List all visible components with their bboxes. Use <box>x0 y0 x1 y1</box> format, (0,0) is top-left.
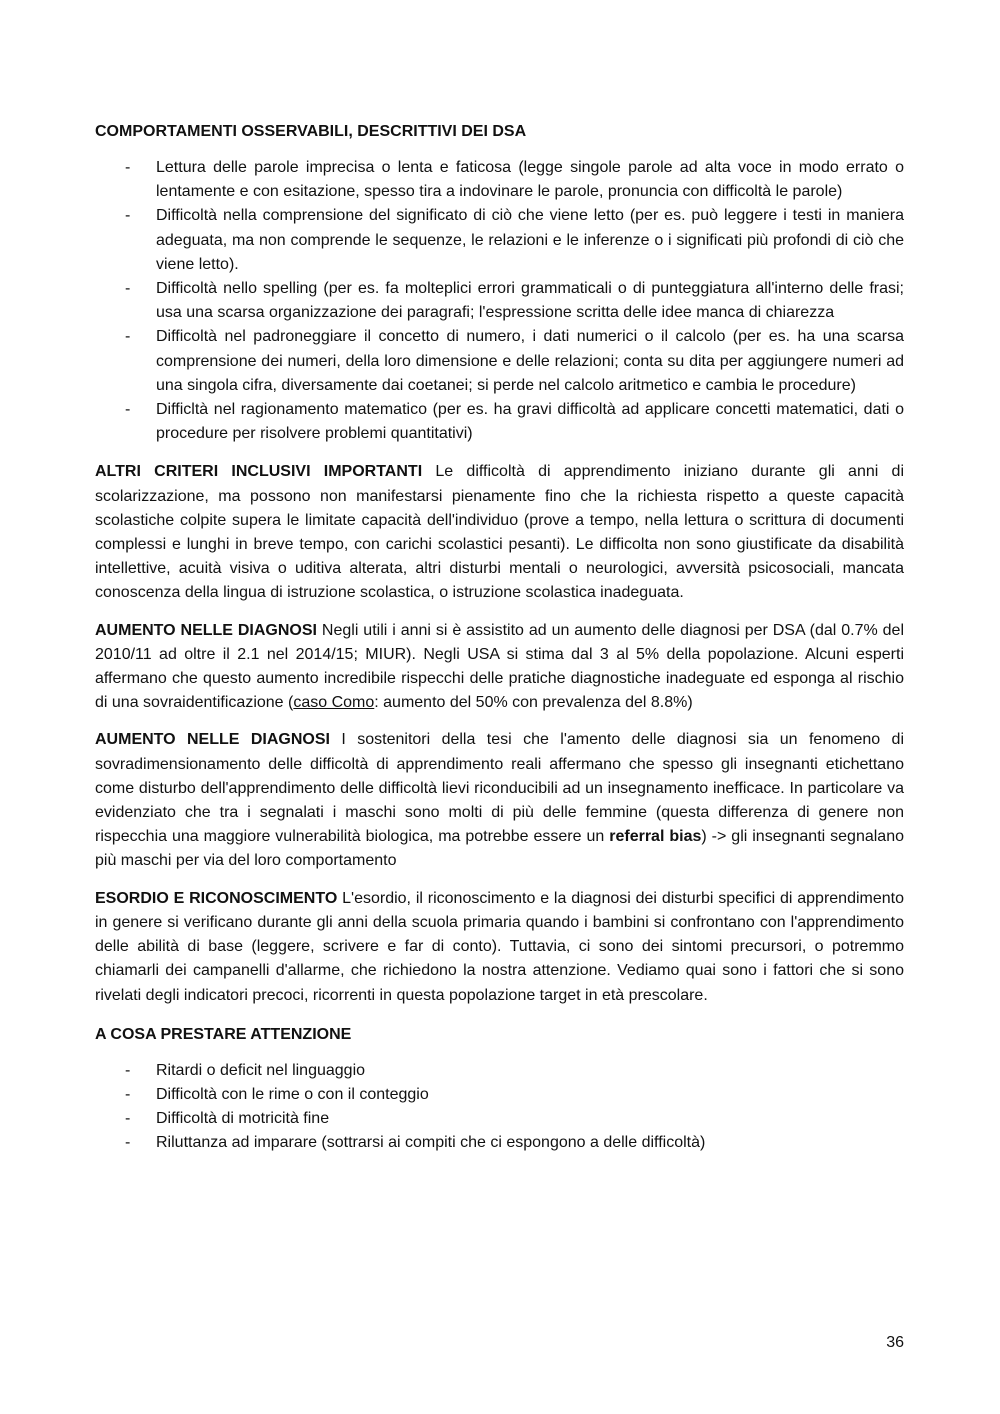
bullet-dash: - <box>125 1061 131 1079</box>
bullet-dash: - <box>125 207 131 225</box>
bullet-dash: - <box>125 1085 131 1103</box>
list-item-text: Difficoltà con le rime o con il conteggio <box>156 1085 429 1103</box>
bullet-dash: - <box>125 328 131 346</box>
paragraph-aumento-diagnosi-2 <box>95 728 904 873</box>
list-item-text: Difficoltà nel padroneggiare il concetto di numero, i dati numerici o il calcolo (per es. ha una scarsa comprensione dei numeri, della loro dimensione e delle relazioni; conta su dita per aggiungere numeri ad una singola cifra, diversamente dai coetanei; si perde nel calcolo aritmetico e cambia le procedure) <box>156 328 904 394</box>
paragraph-lead: AUMENTO NELLE DIAGNOSI <box>95 731 330 749</box>
paragraph-text: I sostenitori della tesi che l'amento delle diagnosi sia un fenomeno di sovradimensionamento delle difficoltà di apprendimento reali affermano che spesso gli insegnanti etichettano come disturbo dell'apprendimento delle difficoltà lievi riconducibili ad un insegnamento inefficace. In particolare va evidenziato che tra i segnalati i maschi sono molti di più delle femmine (questa differenza di genere non rispecchia una maggiore vulnerabilità biologica, ma potrebbe essere un <box>95 731 905 846</box>
caso-como-link[interactable]: caso Como <box>293 694 375 712</box>
bullet-dash: - <box>125 1110 131 1128</box>
paragraph-esordio <box>95 887 904 1008</box>
paragraph-lead: AUMENTO NELLE DIAGNOSI <box>95 621 317 639</box>
list-item-text: Difficoltà di motricità fine <box>156 1110 330 1128</box>
list-item <box>95 277 904 325</box>
bullet-dash: - <box>125 280 131 298</box>
paragraph-text: ) -> gli insegnanti segnalano più maschi per via del loro comportamento <box>95 828 905 870</box>
list-item-text: Difficltà nel ragionamento matematico (per es. ha gravi difficoltà ad applicare concetti matematici, dati o procedure per risolvere problemi quantitativi) <box>156 401 904 443</box>
bullet-dash: - <box>125 401 131 419</box>
warning-signs-list <box>95 1059 904 1156</box>
list-item <box>95 325 904 398</box>
list-item <box>95 398 904 446</box>
referral-bias-term: referral bias <box>609 828 702 846</box>
paragraph-lead: ALTRI CRITERI INCLUSIVI IMPORTANTI <box>95 463 423 481</box>
paragraph-aumento-diagnosi-1 <box>95 619 904 716</box>
list-item-text: Riluttanza ad imparare (sottrarsi ai compiti che ci espongono a delle difficoltà) <box>156 1134 706 1152</box>
list-item <box>95 1059 904 1083</box>
list-item-text: Difficoltà nello spelling (per es. fa molteplici errori grammaticali o di punteggiatura all'interno delle frasi; usa una scarsa organizzazione dei paragrafi; l'espressione scritta delle idee manca di chiarezza <box>156 280 904 322</box>
list-item-text: Ritardi o deficit nel linguaggio <box>156 1061 366 1079</box>
section-heading-attenzione: A COSA PRESTARE ATTENZIONE <box>95 1025 352 1043</box>
bullet-dash: - <box>125 1134 131 1152</box>
paragraph-lead: ESORDIO E RICONOSCIMENTO <box>95 889 338 907</box>
page-number: 36 <box>886 1334 904 1351</box>
section-heading-comportamenti: COMPORTAMENTI OSSERVABILI, DESCRITTIVI DEI DSA <box>95 123 527 140</box>
paragraph-text: Negli utili i anni si è assistito ad un aumento delle diagnosi per DSA (dal 0.7% del 2010/11 ad oltre il 2.1 nel 2014/15; MIUR). Negli USA si stima dal 3 al 5% della popolazione. Alcuni esperti affermano che questo aumento incredibile rispecchi delle pratiche diagnostiche inadeguate ed esponga al rischio di una sovraidentificazione ( <box>95 621 905 712</box>
page-content <box>95 120 904 1156</box>
list-item <box>95 1107 904 1131</box>
paragraph-text: Le difficoltà di apprendimento iniziano durante gli anni di scolarizzazione, ma possono non manifestarsi pienamente fino che la richiesta rispetto a queste capacità scolastiche colpite supera le limitate capacità dell'individuo (prove a tempo, nella lettura o scrittura di documenti complessi e lunghi in breve tempo, con carichi scolastici pesanti). Le difficolta non sono giustificate da disabilità intellettive, acuità visiva o uditiva alterata, altri disturbi mentali o neurologici, avversità psicosociali, mancata conoscenza della lingua di istruzione scolastica, o istruzione scolastica inadeguata. <box>95 463 904 602</box>
list-item <box>95 204 904 277</box>
bullet-dash: - <box>125 159 131 176</box>
paragraph-text: L'esordio, il riconoscimento e la diagnosi dei disturbi specifici di apprendimento in genere si verificano durante gli anni della scuola primaria quando i bambini si confrontano con l'apprendimento delle abilità di base (leggere, scrivere e far di conto). Tuttavia, ci sono dei sintomi precursori, o potremmo chiamarli dei campanelli d'allarme, che richiedono la nostra attenzione. Vediamo quai sono i fattori che si sono rivelati degli indicatori precoci, ricorrenti in questa popolazione target in età prescolare. <box>95 889 904 1004</box>
list-item <box>95 1131 904 1155</box>
list-item <box>95 156 904 204</box>
paragraph-text: : aumento del 50% con prevalenza del 8.8%) <box>374 694 693 712</box>
behaviors-list <box>95 156 904 446</box>
list-item <box>95 1083 904 1107</box>
list-item-text: Lettura delle parole imprecisa o lenta e faticosa (legge singole parole ad alta voce in modo errato o lentamente e con esitazione, spesso tira a indovinare le parole, pronuncia con difficoltà le parole) <box>156 159 904 201</box>
list-item-text: Difficoltà nella comprensione del significato di ciò che viene letto (per es. può leggere i testi in maniera adeguata, ma non comprende le sequenze, le relazioni e le inferenze o i significati più profondi di ciò che viene letto). <box>156 207 904 273</box>
paragraph-altri-criteri <box>95 460 904 605</box>
